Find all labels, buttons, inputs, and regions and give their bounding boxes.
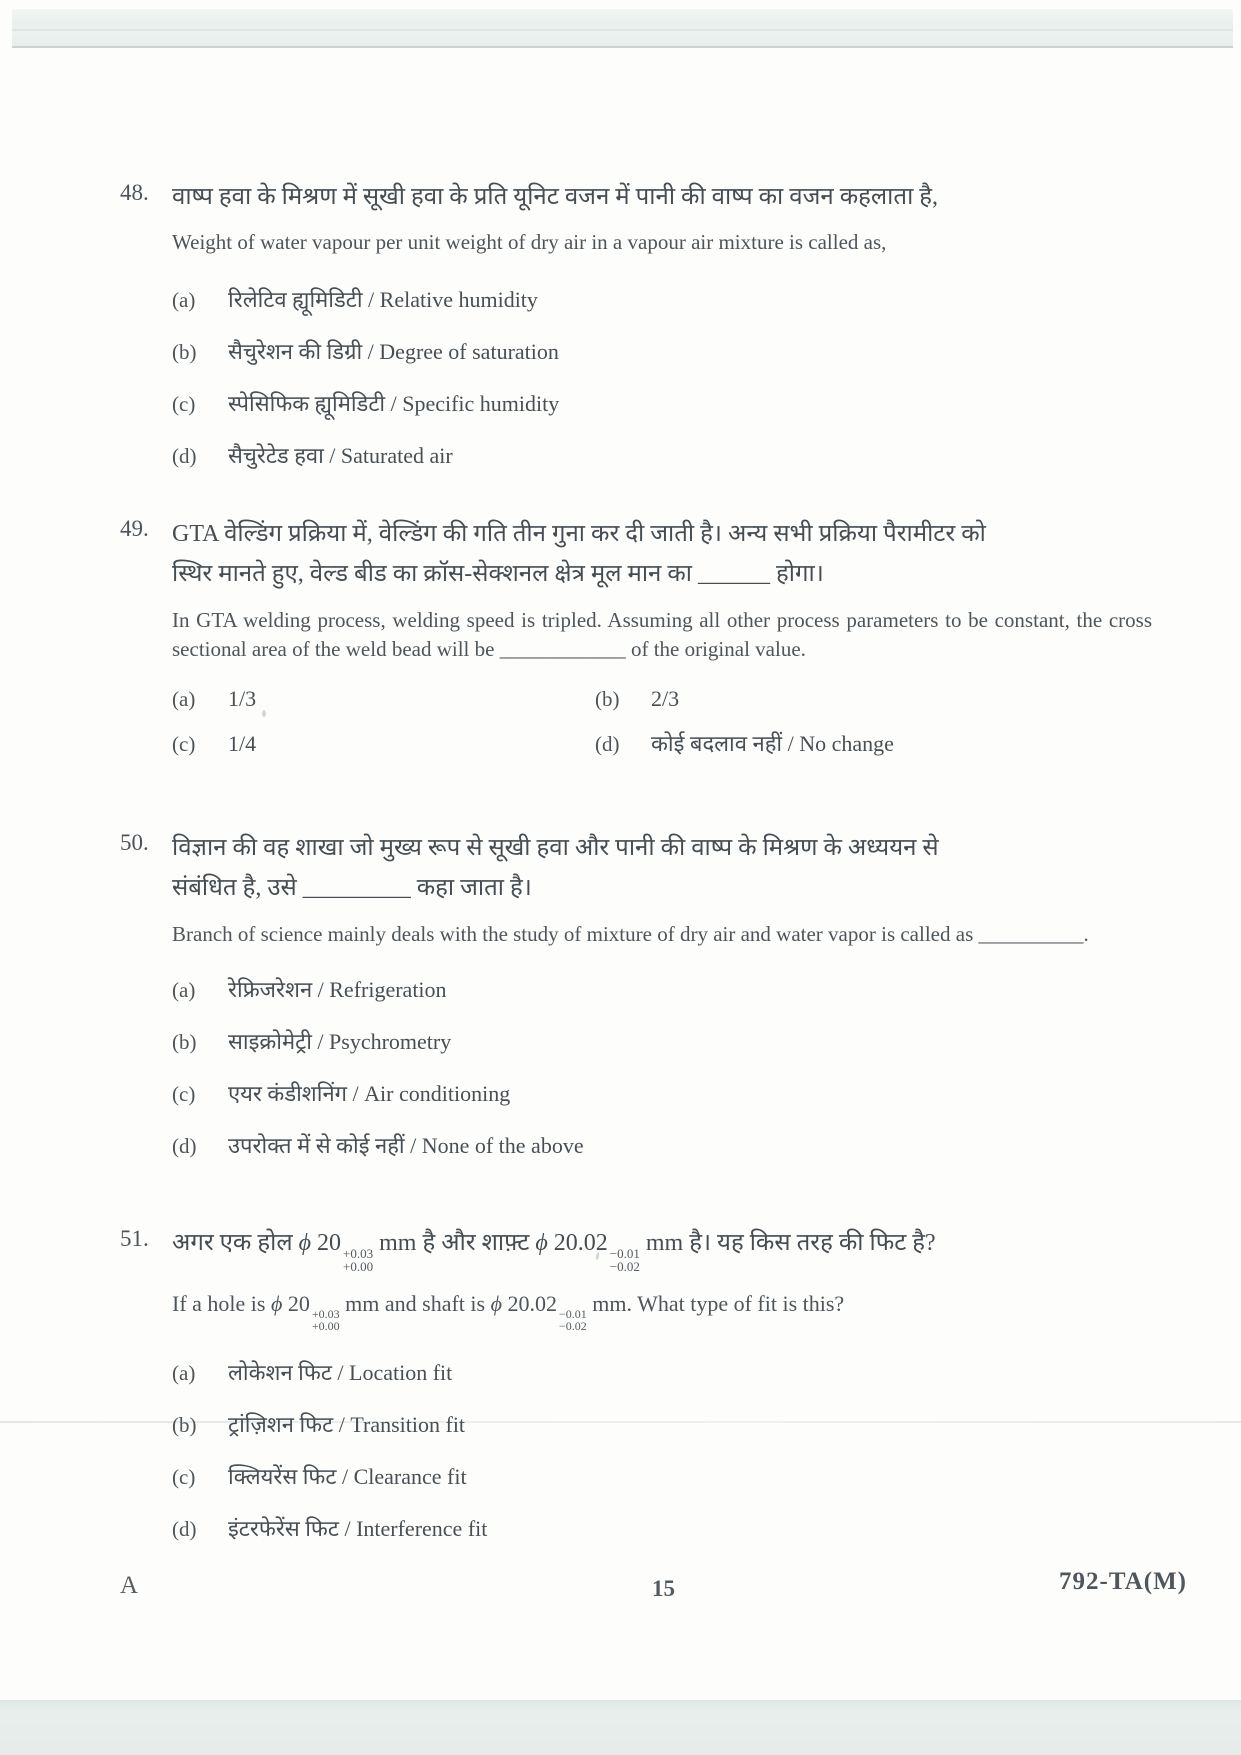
option-text: सैचुरेशन की डिग्री / Degree of saturation [228,339,559,364]
question-49 [0,514,1241,759]
option-row-b [172,1410,1152,1440]
tolerance-upper: −0.01 [609,1246,640,1261]
option-label: (b) [172,340,197,364]
paper-code: 792-TA(M) [1059,1568,1187,1595]
question-text-english: Branch of science mainly deals with the study of mixture of dry air and water vapor is called as __________. [172,922,1089,946]
option-label: (b) [595,687,620,711]
tolerance-lower: −0.02 [609,1259,640,1274]
question-number: 49. [120,516,149,541]
option-text: एयर कंडीशनिंग / Air conditioning [228,1081,511,1106]
option-label: (a) [172,288,196,312]
option-text: स्पेसिफिक ह्यूमिडिटी / Specific humidity [228,391,560,416]
tolerance-upper: +0.03 [343,1246,374,1261]
question-number: 50. [120,830,149,855]
tolerance-lower: +0.00 [311,1319,340,1333]
options-list [172,975,1152,1161]
tolerance-upper: +0.03 [311,1307,340,1321]
option-text: कोई बदलाव नहीं / No change [651,731,894,756]
option-label: (a) [172,1361,196,1385]
option-text: लोकेशन फिट / Location fit [228,1360,453,1385]
option-row-a [172,684,595,714]
option-text: 1/4 [228,731,257,756]
option-label: (c) [172,1082,196,1106]
hole-dimension: ϕ 20 +0.03 +0.00 [270,1291,340,1333]
option-label: (d) [595,732,620,756]
question-text-hindi-line1: GTA वेल्डिंग प्रक्रिया में, वेल्डिंग की गति तीन गुना कर दी जाती है। अन्य सभी प्रक्रिया पैरामीटर को [172,521,986,547]
page-number: 15 [652,1576,675,1601]
option-text: ट्रांज़िशन फिट / Transition fit [228,1412,466,1437]
option-text: रिलेटिव ह्यूमिडिटी / Relative humidity [228,287,538,312]
hole-dimension: ϕ 20 +0.03 +0.00 [298,1230,374,1274]
question-text-english: If a hole is ϕ 20 +0.03 +0.00 mm and shaft is ϕ 20.02 −0.01 −0.02 mm. What type of fit is this? [172,1291,845,1333]
option-label: (c) [172,732,196,756]
option-row-c [172,1079,1152,1109]
question-48 [0,178,1241,493]
option-row-b [172,337,1152,367]
question-50 [0,828,1241,1183]
set-code: A [120,1572,139,1599]
option-row-d [172,1514,1152,1544]
question-51 [0,1224,1241,1566]
option-row-c [172,389,1152,419]
scan-artifact-bottom-band [0,1700,1241,1755]
option-row-d [595,729,1152,759]
question-text-english: Weight of water vapour per unit weight of dry air in a vapour air mixture is called as, [172,230,887,254]
question-text-hindi-line1: विज्ञान की वह शाखा जो मुख्य रूप से सूखी हवा और पानी की वाष्प के मिश्रण के अध्ययन से [172,835,939,861]
option-label: (c) [172,392,196,416]
phi-symbol: ϕ [535,1230,548,1256]
option-label: (d) [172,1517,197,1541]
question-text-english: In GTA welding process, welding speed is tripled. Assuming all other process parameters to be constant, the cross sectional area of the weld bead will be ____________ of the original value. [172,608,1152,661]
option-row-a [172,285,1152,315]
tolerance-lower: +0.00 [343,1259,374,1274]
options-list [172,285,1152,471]
option-row-d [172,441,1152,471]
option-label: (a) [172,687,196,711]
phi-symbol: ϕ [298,1230,312,1256]
option-text: 1/3 [228,686,257,711]
option-label: (b) [172,1030,197,1054]
option-text: साइक्रोमेट्री / Psychrometry [228,1029,452,1054]
question-number: 48. [120,180,149,205]
options-grid [172,684,1152,759]
shaft-dimension: ϕ 20.02 −0.01 −0.02 [490,1291,587,1333]
page-footer [0,1568,1241,1602]
option-label: (c) [172,1465,196,1489]
option-row-c [172,1462,1152,1492]
option-text: उपरोक्त में से कोई नहीं / None of the above [228,1133,584,1158]
option-label: (b) [172,1413,197,1437]
option-label: (a) [172,978,196,1002]
option-text: सैचुरेटेड हवा / Saturated air [228,443,453,468]
option-row-b [595,684,1152,714]
option-label: (d) [172,1134,197,1158]
option-row-a [172,975,1152,1005]
option-row-b [172,1027,1152,1057]
question-text-hindi-line2: संबंधित है, उसे _________ कहा जाता है। [172,875,532,901]
option-row-c [172,729,595,759]
tolerance-lower: −0.02 [558,1319,587,1333]
tolerance-upper: −0.01 [558,1307,587,1321]
options-list [172,1358,1152,1544]
question-text-hindi: वाष्प हवा के मिश्रण में सूखी हवा के प्रति यूनिट वजन में पानी की वाष्प का वजन कहलाता है, [172,184,939,210]
option-label: (d) [172,444,197,468]
question-text-hindi-line2: स्थिर मानते हुए, वेल्ड बीड का क्रॉस-सेक्शनल क्षेत्र मूल मान का ______ होगा। [172,561,824,587]
scan-artifact-top-band [12,9,1233,48]
question-text-hindi: अगर एक होल ϕ 20 +0.03 +0.00 mm है और शाफ़्ट ϕ 20.02 −0.01 −0.02 mm है। यह किस तरह की फिट है? [172,1230,936,1274]
option-text: रेफ्रिजरेशन / Refrigeration [228,977,447,1002]
option-row-d [172,1131,1152,1161]
phi-symbol: ϕ [490,1291,502,1316]
option-text: इंटरफेरेंस फिट / Interference fit [228,1516,488,1541]
option-text: 2/3 [651,686,680,711]
shaft-dimension: ϕ 20.02 −0.01 −0.02 [535,1230,640,1274]
option-row-a [172,1358,1152,1388]
phi-symbol: ϕ [270,1291,283,1316]
question-number: 51. [120,1226,149,1251]
option-text: क्लियरेंस फिट / Clearance fit [228,1464,467,1489]
